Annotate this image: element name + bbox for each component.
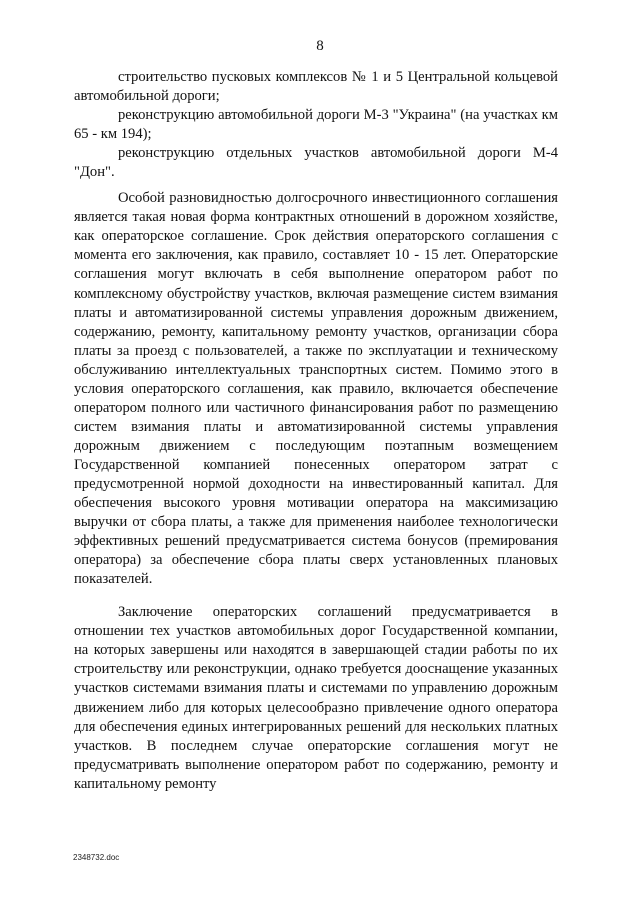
document-body [74, 68, 558, 794]
footer-filename: 2348732.doc [73, 853, 120, 862]
page-number: 8 [316, 38, 324, 54]
paragraph: Заключение операторских соглашений предусматривается в отношении тех участков автомобильных дорог Государственной компании, на которых завершены или находятся в завершающей стадии работы по их строительству или реконструкции, однако требуется дооснащение указанных участков системами взимания платы и системами по управлению дорожным движением либо для которых целесообразно привлечение одного оператора для обеспечения единых интегрированных решений для нескольких платных участков. В последнем случае операторские соглашения могут не предусматривать выполнение оператором работ по содержанию, ремонту и капитальному ремонту [74, 604, 558, 792]
paragraph: реконструкцию автомобильной дороги М-3 "Украина" (на участках км 65 - км 194); [74, 107, 558, 143]
paragraph: реконструкцию отдельных участков автомобильной дороги М-4 "Дон". [74, 145, 558, 181]
paragraph: Особой разновидностью долгосрочного инвестиционного соглашения является такая новая форма контрактных отношений в дорожном хозяйстве, как операторское соглашение. Срок действия операторского соглашения с момента его заключения, как правило, составляет 10 - 15 лет. Операторские соглашения могут включать в себя выполнение оператором работ по комплексному обустройству участков, включая размещение систем взимания платы и автоматизированной системы управления дорожным движением, содержанию, ремонту, капитальному ремонту участков, организации сбора платы за проезд с пользователей, а также по эксплуатации и техническому обслуживанию интеллектуальных транспортных систем. Помимо этого в условия операторского соглашения, как правило, включается обеспечение оператором полного или частичного финансирования работ по размещению систем взимания платы и автоматизированной системы управления дорожным движением с последующим поэтапным возмещением Государственной компанией понесенных оператором затрат с предусмотренной нормой доходности на инвестированный капитал. Для обеспечения высокого уровня мотивации оператора на максимизацию выручки от сбора платы, а также для применения наиболее технологически эффективных решений предусматривается система бонусов (премирования оператора) за обеспечение сбора платы сверх установленных плановых показателей. [74, 190, 558, 588]
paragraph: строительство пусковых комплексов № 1 и 5 Центральной кольцевой автомобильной дороги; [74, 69, 558, 105]
